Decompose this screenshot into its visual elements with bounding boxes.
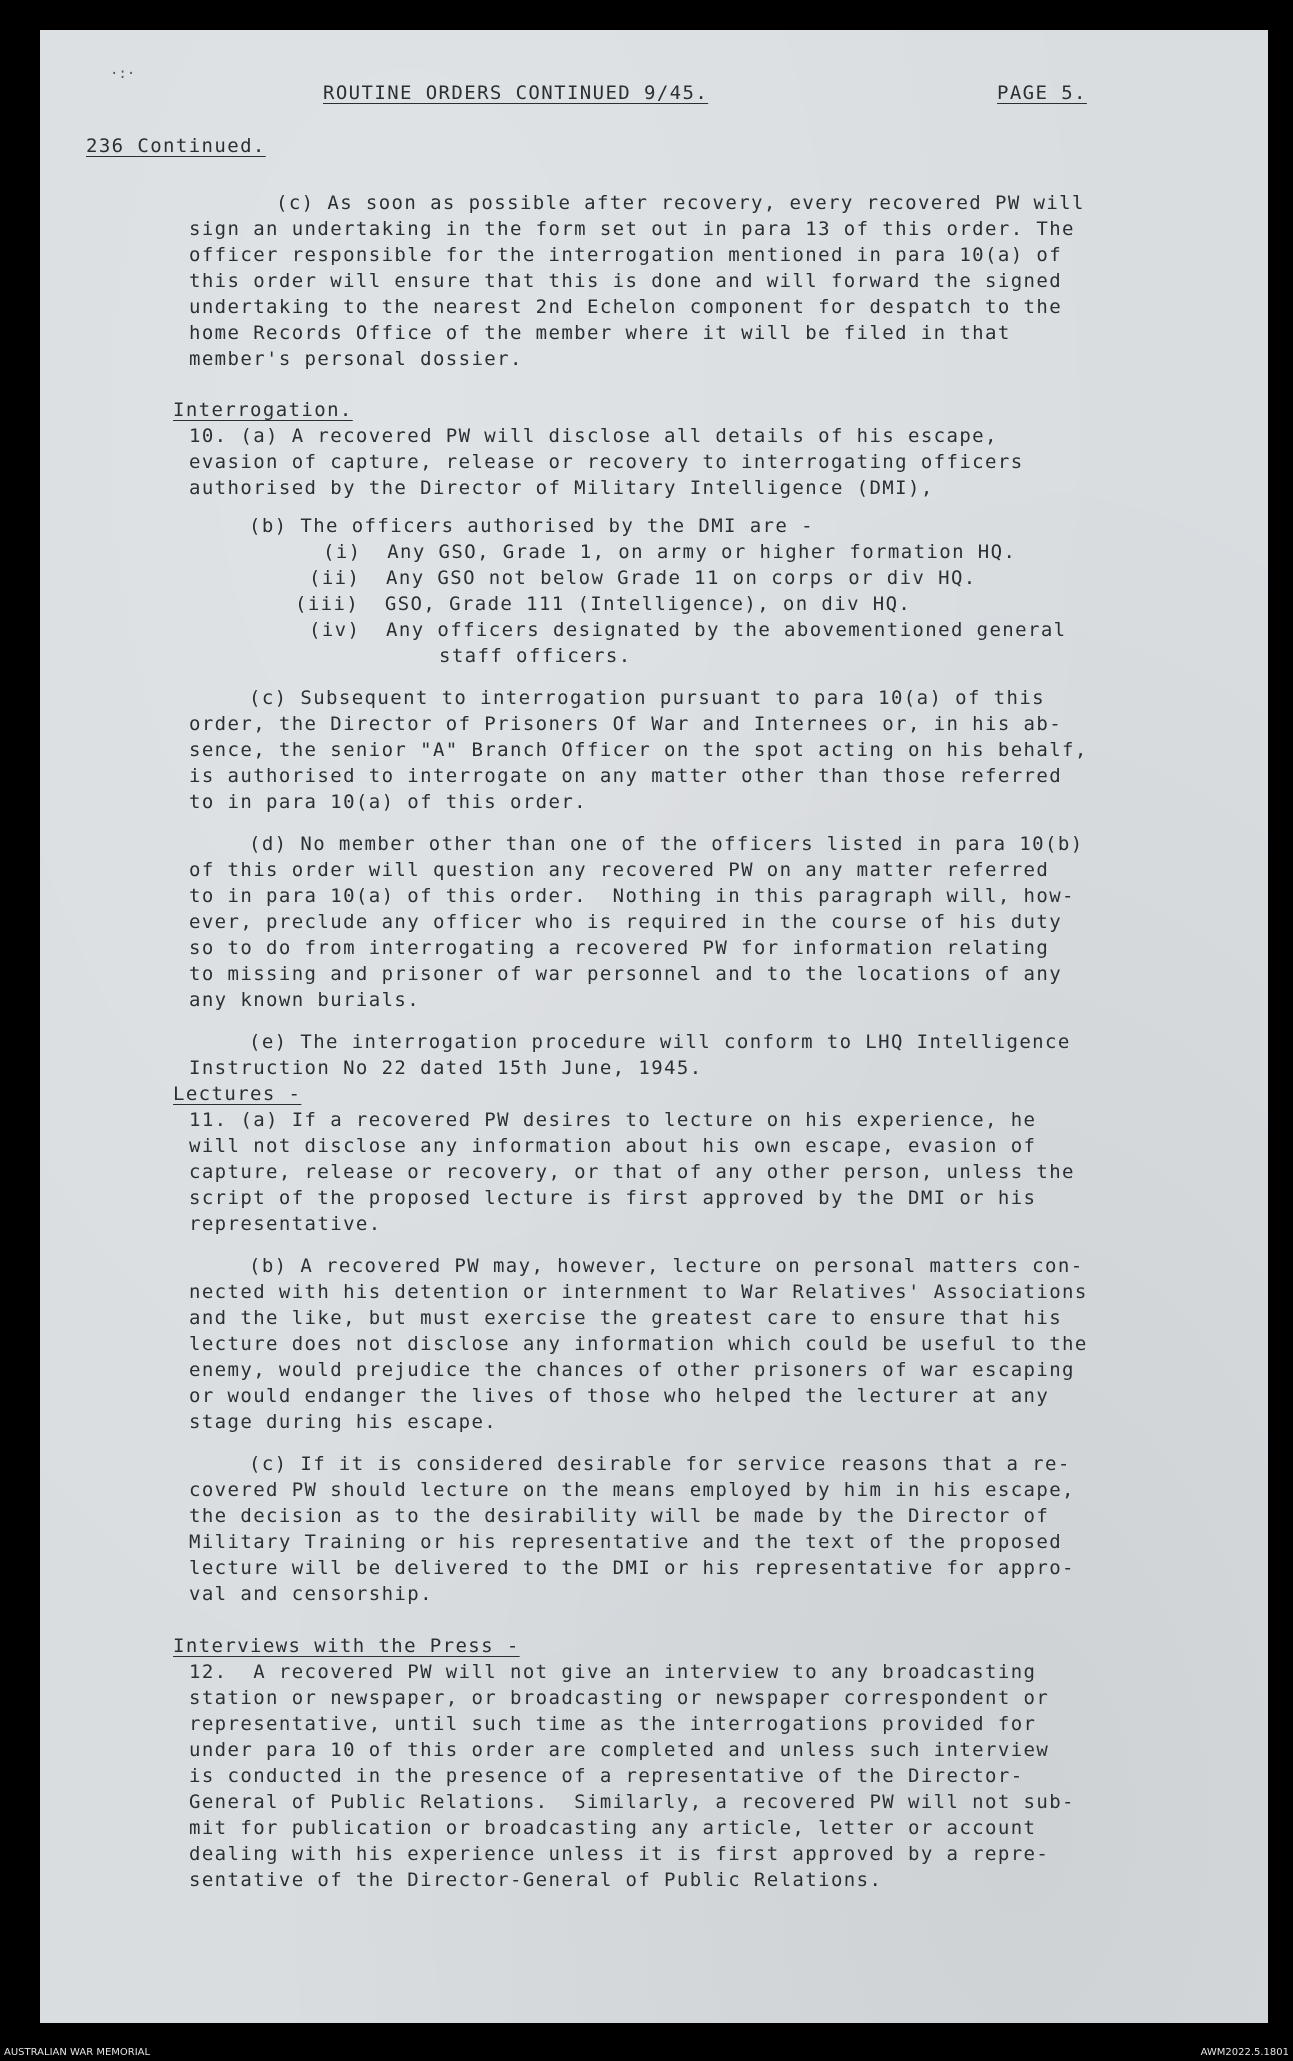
text-line: evasion of capture, release or recovery to interrogating officers xyxy=(189,451,1024,473)
text-line: val and censorship. xyxy=(189,1583,433,1605)
text-line: undertaking to the nearest 2nd Echelon component for despatch to the xyxy=(189,296,1063,318)
text-line: 11. (a) If a recovered PW desires to lecture on his experience, he xyxy=(189,1109,1037,1131)
header-title: ROUTINE ORDERS CONTINUED 9/45. xyxy=(323,82,709,104)
text-line: (c) As soon as possible after recovery, every recovered PW will xyxy=(276,192,1085,214)
text-line: and the like, but must exercise the greatest care to ensure that his xyxy=(189,1307,1063,1329)
text-line: (e) The interrogation procedure will conform to LHQ Intelligence xyxy=(249,1031,1071,1053)
text-line: officer responsible for the interrogation mentioned in para 10(a) of xyxy=(189,244,1063,266)
list-item: (i) Any GSO, Grade 1, on army or higher formation HQ. xyxy=(323,541,1017,563)
text-line: home Records Office of the member where it will be filed in that xyxy=(189,322,1011,344)
archive-footer xyxy=(0,2047,1293,2061)
text-line: 12. A recovered PW will not give an interview to any broadcasting xyxy=(189,1661,1037,1683)
text-line: authorised by the Director of Military Intelligence (DMI), xyxy=(189,477,934,499)
text-line: nected with his detention or internment to War Relatives' Associations xyxy=(189,1281,1088,1303)
text-line: or would endanger the lives of those who helped the lecturer at any xyxy=(189,1385,1050,1407)
text-line: any known burials. xyxy=(189,989,421,1011)
text-line: sence, the senior "A" Branch Officer on the spot acting on his behalf, xyxy=(189,739,1088,761)
text-line: representative, until such time as the interrogations provided for xyxy=(189,1713,1037,1735)
heading-lectures: Lectures - xyxy=(173,1083,302,1105)
text-line: to missing and prisoner of war personnel and to the locations of any xyxy=(189,963,1063,985)
text-line: this order will ensure that this is done and will forward the signed xyxy=(189,270,1063,292)
hole-punch-mark: ·:· xyxy=(110,66,136,82)
text-line: station or newspaper, or broadcasting or newspaper correspondent or xyxy=(189,1687,1050,1709)
text-line: member's personal dossier. xyxy=(189,348,523,370)
section-heading-236: 236 Continued. xyxy=(86,135,266,157)
text-line: the decision as to the desirability will be made by the Director of xyxy=(189,1505,1050,1527)
document-page xyxy=(40,30,1268,2023)
text-line: order, the Director of Prisoners Of War and Internees or, in his ab- xyxy=(189,713,1063,735)
text-line: sign an undertaking in the form set out in para 13 of this order. The xyxy=(189,218,1075,240)
archive-name: AUSTRALIAN WAR MEMORIAL xyxy=(4,2047,151,2058)
text-line: to in para 10(a) of this order. xyxy=(189,791,588,813)
text-line: Instruction No 22 dated 15th June, 1945. xyxy=(189,1057,703,1079)
text-line: is authorised to interrogate on any matter other than those referred xyxy=(189,765,1063,787)
typed-text xyxy=(40,30,1268,2023)
page-number: PAGE 5. xyxy=(997,82,1087,104)
list-item: (iii) GSO, Grade 111 (Intelligence), on div HQ. xyxy=(295,593,912,615)
text-line: enemy, would prejudice the chances of other prisoners of war escaping xyxy=(189,1359,1075,1381)
text-line: lecture does not disclose any information which could be useful to the xyxy=(189,1333,1088,1355)
list-item: (ii) Any GSO not below Grade 11 on corps or div HQ. xyxy=(309,567,977,589)
archive-reference: AWM2022.5.1801 xyxy=(1200,2047,1289,2058)
text-line: Military Training or his representative and the text of the proposed xyxy=(189,1531,1063,1553)
text-line: will not disclose any information about his own escape, evasion of xyxy=(189,1135,1037,1157)
text-line: is conducted in the presence of a representative of the Director- xyxy=(189,1765,1024,1787)
text-line: capture, release or recovery, or that of any other person, unless the xyxy=(189,1161,1075,1183)
text-line: 10. (a) A recovered PW will disclose all details of his escape, xyxy=(189,425,998,447)
list-item: (iv) Any officers designated by the abovementioned general xyxy=(309,619,1067,641)
heading-interrogation: Interrogation. xyxy=(173,399,353,421)
text-line: of this order will question any recovered PW on any matter referred xyxy=(189,859,1050,881)
text-line: mit for publication or broadcasting any article, letter or account xyxy=(189,1817,1037,1839)
text-line: General of Public Relations. Similarly, a recovered PW will not sub- xyxy=(189,1791,1075,1813)
text-line: staff officers. xyxy=(439,645,632,667)
text-line: (b) A recovered PW may, however, lecture on personal matters con- xyxy=(249,1255,1084,1277)
text-line: ever, preclude any officer who is required in the course of his duty xyxy=(189,911,1063,933)
text-line: script of the proposed lecture is first approved by the DMI or his xyxy=(189,1187,1037,1209)
text-line: dealing with his experience unless it is first approved by a repre- xyxy=(189,1843,1050,1865)
text-line: (b) The officers authorised by the DMI are - xyxy=(249,515,814,537)
text-line: lecture will be delivered to the DMI or his representative for appro- xyxy=(189,1557,1075,1579)
text-line: under para 10 of this order are completed and unless such interview xyxy=(189,1739,1050,1761)
text-line: (c) If it is considered desirable for service reasons that a re- xyxy=(249,1453,1071,1475)
text-line: stage during his escape. xyxy=(189,1411,498,1433)
text-line: (c) Subsequent to interrogation pursuant to para 10(a) of this xyxy=(249,687,1046,709)
heading-interviews-press: Interviews with the Press - xyxy=(173,1635,520,1657)
text-line: covered PW should lecture on the means employed by him in his escape, xyxy=(189,1479,1075,1501)
text-line: (d) No member other than one of the officers listed in para 10(b) xyxy=(249,833,1084,855)
text-line: representative. xyxy=(189,1213,382,1235)
text-line: sentative of the Director-General of Public Relations. xyxy=(189,1869,883,1891)
text-line: so to do from interrogating a recovered PW for information relating xyxy=(189,937,1050,959)
text-line: to in para 10(a) of this order. Nothing in this paragraph will, how- xyxy=(189,885,1075,907)
